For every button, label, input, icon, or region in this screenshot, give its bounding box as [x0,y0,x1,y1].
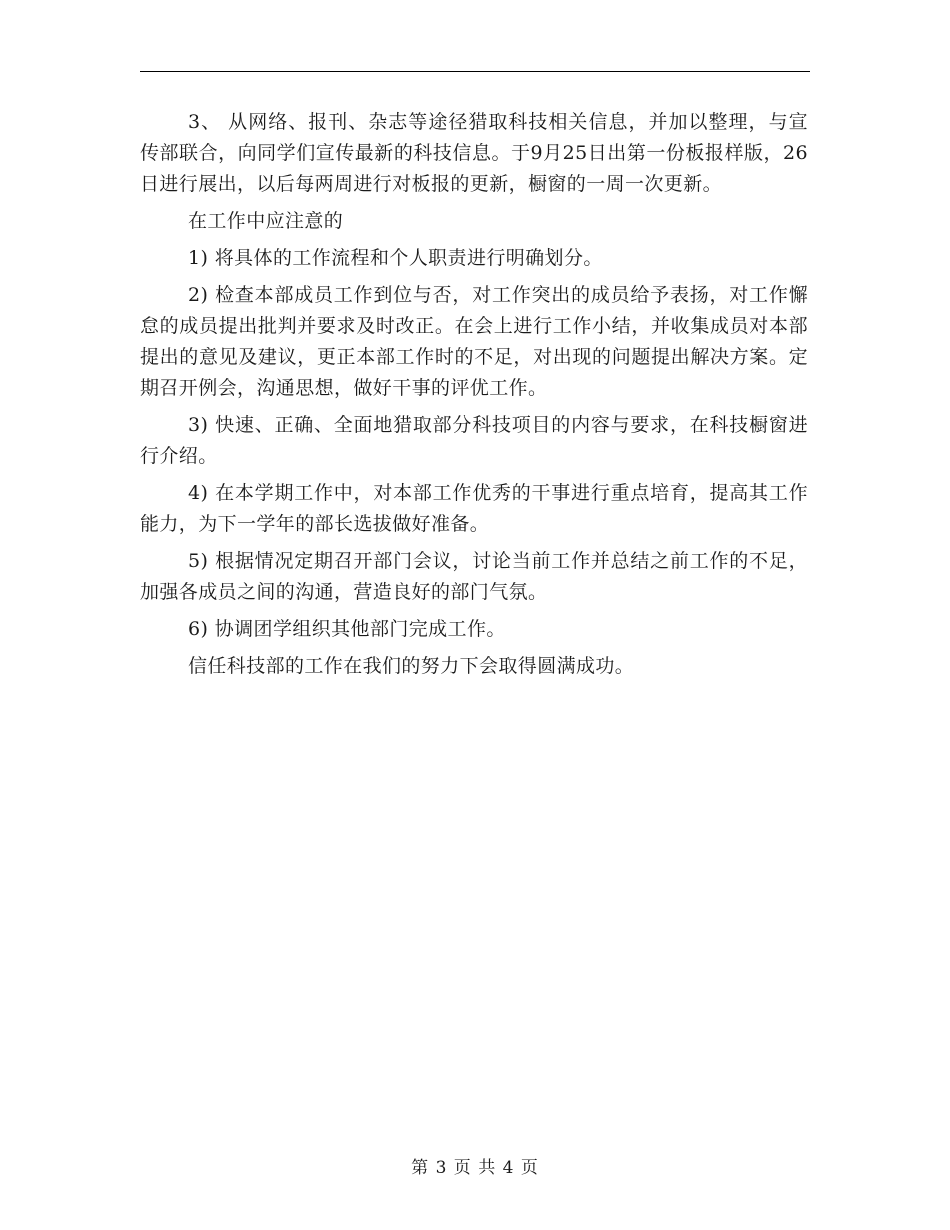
paragraph: 3、 从网络、报刊、杂志等途径猎取科技相关信息，并加以整理，与宣传部联合，向同学们宣传最新的科技信息。于9月25日出第一份板报样版，26日进行展出，以后每两周进行对板报的更新，橱窗的一周一次更新。 [140,111,808,195]
paragraph: 5) 根据情况定期召开部门会议，讨论当前工作并总结之前工作的不足，加强各成员之间的沟通，营造良好的部门气氛。 [140,550,808,603]
paragraph: 在工作中应注意的 [188,210,344,232]
paragraph: 1) 将具体的工作流程和个人职责进行明确划分。 [188,247,603,269]
page-number: 第 3 页 共 4 页 [411,1158,539,1178]
paragraph: 2) 检查本部成员工作到位与否，对工作突出的成员给予表扬，对工作懈怠的成员提出批判并要求及时改正。在会上进行工作小结，并收集成员对本部提出的意见及建议，更正本部工作时的不足，对出现的问题提出解决方案。定期召开例会，沟通思想，做好干事的评优工作。 [140,284,808,399]
document-body [140,107,808,688]
paragraph: 3) 快速、正确、全面地猎取部分科技项目的内容与要求，在科技橱窗进行介绍。 [140,414,808,467]
paragraph: 4) 在本学期工作中，对本部工作优秀的干事进行重点培育，提高其工作能力，为下一学年的部长选拔做好准备。 [140,482,808,535]
paragraph: 信任科技部的工作在我们的努力下会取得圆满成功。 [188,655,635,677]
header-rule [140,71,810,72]
paragraph: 6) 协调团学组织其他部门完成工作。 [188,618,506,640]
